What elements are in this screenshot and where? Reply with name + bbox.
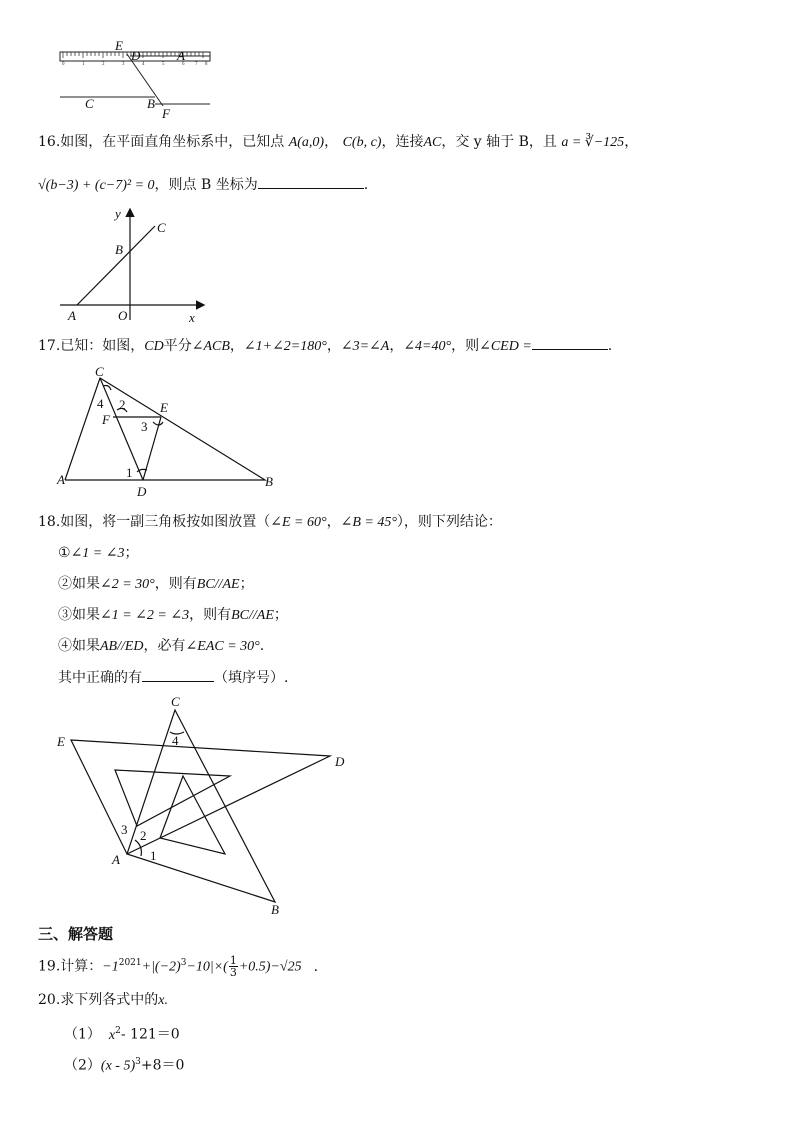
label-C: C	[85, 96, 94, 111]
q19-text1: 计算：	[60, 958, 103, 975]
label-B: B	[115, 242, 123, 257]
q19-e3: −10|×(	[186, 959, 228, 975]
q18-answer-blank[interactable]	[142, 667, 214, 682]
q17-c3: ，	[389, 338, 404, 354]
angle-label-2: 2	[119, 397, 126, 412]
ruler-tick-1: 1	[82, 62, 85, 67]
q16-sep1: ，	[324, 134, 339, 150]
q17-cond1: ∠1+∠2=180°	[243, 339, 327, 354]
label-A: A	[57, 472, 65, 487]
angle-label-3: 3	[141, 419, 148, 434]
q17-text3: ，则	[451, 338, 480, 354]
q18-line1	[38, 512, 502, 533]
q18-o4-mark: ④如果	[58, 638, 100, 654]
q19-frac-num: 1	[229, 954, 237, 968]
q18-o4-a: AB//ED	[100, 639, 144, 654]
q17-text1: 已知：如图，	[60, 338, 145, 354]
q19-e2: +|(−2)	[141, 959, 181, 975]
line-AC	[77, 226, 155, 305]
label-B: B	[147, 96, 155, 111]
q18-option4	[58, 636, 264, 657]
q19-e1-sup: 2021	[118, 958, 142, 968]
q16-text2: ，连接	[381, 134, 424, 150]
label-F: F	[102, 412, 110, 427]
set-square-EAD	[71, 740, 330, 854]
ruler-tick-0: 0	[62, 62, 65, 67]
q17-acb: ∠ACB	[191, 339, 230, 354]
label-B: B	[265, 474, 273, 489]
label-B: B	[271, 902, 279, 917]
q20-p1-rest: - 121＝0	[120, 1026, 180, 1043]
q17-c1: ，	[229, 338, 244, 354]
q17-triangle-figure	[55, 362, 285, 502]
label-E: E	[57, 734, 65, 749]
ruler-tick-5: 5	[162, 62, 165, 67]
q19-e2-sup: 3	[180, 958, 187, 968]
q18-o4-end: .	[259, 638, 265, 654]
q18-o1-mark: ①	[58, 545, 71, 561]
ruler-tick-6: 6	[182, 62, 185, 67]
q16-line2	[38, 174, 368, 196]
q19-e4: +0.5)−√25	[238, 959, 302, 975]
label-D: D	[137, 484, 147, 499]
label-C: C	[95, 364, 104, 379]
q17-ced: ∠CED =	[479, 339, 532, 354]
q16-number: 16.	[38, 134, 61, 150]
q16-text4: ，则点 B 坐标为	[154, 177, 258, 193]
q18-c1: ，	[326, 514, 341, 530]
angle-3-arc	[153, 422, 163, 425]
ruler-tick-4: 4	[142, 62, 145, 67]
q20-p1-sup: 2	[115, 1026, 121, 1036]
q19-fraction	[229, 955, 238, 978]
axis-label-y: y	[115, 206, 121, 221]
q16-comma: ，	[624, 134, 639, 150]
q20-p1-x: x	[108, 1027, 116, 1043]
angle-label-3: 3	[121, 822, 128, 837]
q18-option2	[58, 574, 254, 595]
q19-number: 19.	[38, 958, 61, 975]
q17-c2: ，	[326, 338, 341, 354]
q17-cond3: ∠4=40°	[403, 339, 452, 354]
label-D: D	[335, 754, 345, 769]
q16-ac: AC	[423, 135, 442, 150]
angle-label-2: 2	[140, 828, 147, 843]
q18-text2: ），则下列结论：	[396, 514, 502, 530]
q17-cond2: ∠3=∠A	[340, 339, 390, 354]
q16-line1	[38, 132, 638, 153]
q19-end: .	[313, 958, 319, 975]
label-E: E	[115, 38, 123, 53]
q20-line	[38, 990, 168, 1011]
angle-label-1: 1	[126, 465, 133, 480]
q18-text1: 如图，将一副三角板按如图放置（	[60, 514, 271, 530]
q18-o3-mark: ③如果	[58, 607, 100, 623]
q18-o4-b: ，必有	[143, 638, 186, 654]
angle-label-4: 4	[172, 733, 179, 748]
angle-label-4: 4	[97, 396, 104, 411]
q20-number: 20.	[38, 992, 61, 1008]
label-F: F	[162, 106, 170, 120]
q20-p2-rest: +8＝0	[140, 1057, 185, 1074]
q16-cond-a: a = ∛−125	[561, 135, 625, 150]
q18-summary-a: 其中正确的有	[58, 670, 142, 686]
q16-point-c: C(b, c)	[342, 135, 382, 150]
q20-p2-a: (x - 5)	[100, 1058, 136, 1074]
q17-line	[38, 335, 612, 357]
q18-o3-end: ；	[273, 607, 288, 623]
q19-e1: −1	[102, 959, 119, 975]
q18-o2-b: ，则有	[154, 576, 197, 592]
q18-angle-e: ∠E = 60°	[270, 515, 327, 530]
ruler-parallel-figure	[55, 38, 225, 120]
segment-CD	[100, 378, 143, 480]
q16-text1: 如图，在平面直角坐标系中，已知点	[60, 134, 285, 150]
q18-summary	[58, 667, 288, 688]
set-square-EAD-inner	[115, 770, 230, 826]
ruler-tick-3: 3	[122, 62, 125, 67]
q20-text1: 求下列各式中的	[60, 992, 159, 1008]
q18-o1-expr: ∠1 = ∠3	[70, 546, 125, 561]
q16-coordinate-figure	[55, 202, 215, 327]
q20-part1	[64, 1021, 180, 1046]
q19-frac-den: 3	[229, 966, 237, 980]
q17-text2: 平分	[163, 338, 192, 354]
q20-var: x.	[158, 993, 168, 1008]
q18-summary-b: （填序号）.	[214, 670, 289, 686]
q17-end: .	[607, 338, 613, 354]
q16-text3: ，交 y 轴于 B，且	[441, 134, 557, 150]
ruler-tick-2: 2	[102, 62, 105, 67]
q20-part2	[64, 1052, 184, 1077]
q17-answer-blank[interactable]	[532, 335, 608, 350]
q18-o2-c: BC//AE	[196, 577, 240, 592]
q18-o3-b: ，则有	[189, 607, 232, 623]
q18-number: 18.	[38, 514, 61, 530]
q18-set-squares-figure	[55, 692, 355, 917]
ruler-tick-7: 7	[195, 62, 198, 67]
q18-o4-c: ∠EAC = 30°	[185, 639, 260, 654]
label-C: C	[157, 220, 166, 235]
q16-cond-bc: √(b−3) + (c−7)² = 0	[38, 178, 155, 193]
q18-option3	[58, 605, 288, 626]
q18-angle-b: ∠B = 45°	[340, 515, 397, 530]
label-A: A	[68, 308, 76, 323]
q19-line	[38, 953, 318, 978]
triangle-ABC	[65, 378, 265, 480]
q20-p1-mark: （1）	[64, 1026, 101, 1043]
set-square-CAB	[127, 710, 275, 902]
label-C: C	[171, 694, 180, 709]
q18-o3-a: ∠1 = ∠2 = ∠3	[100, 608, 190, 623]
q16-point-a: A(a,0)	[288, 135, 325, 150]
label-O: O	[118, 308, 128, 323]
label-E: E	[160, 400, 168, 415]
q18-o2-mark: ②如果	[58, 576, 100, 592]
q16-end: .	[363, 177, 369, 193]
q18-o3-c: BC//AE	[231, 608, 274, 623]
angle-label-1: 1	[150, 848, 157, 863]
label-A: A	[177, 48, 185, 63]
q18-option1	[58, 543, 138, 564]
q18-o2-end: ；	[239, 576, 254, 592]
label-D: D	[131, 48, 141, 63]
q18-o2-a: ∠2 = 30°	[100, 577, 155, 592]
section-title: 三、解答题	[38, 925, 114, 943]
q20-p2-mark: （2）	[64, 1057, 101, 1074]
q17-number: 17.	[38, 338, 61, 354]
axis-label-x: x	[189, 310, 195, 325]
q18-o1-end: ；	[124, 545, 139, 561]
label-A: A	[112, 852, 120, 867]
q16-answer-blank[interactable]	[258, 174, 364, 189]
q17-cd: CD	[144, 339, 164, 354]
ruler-tick-8: 8	[205, 62, 208, 67]
q20-p2-sup: 3	[135, 1057, 141, 1067]
